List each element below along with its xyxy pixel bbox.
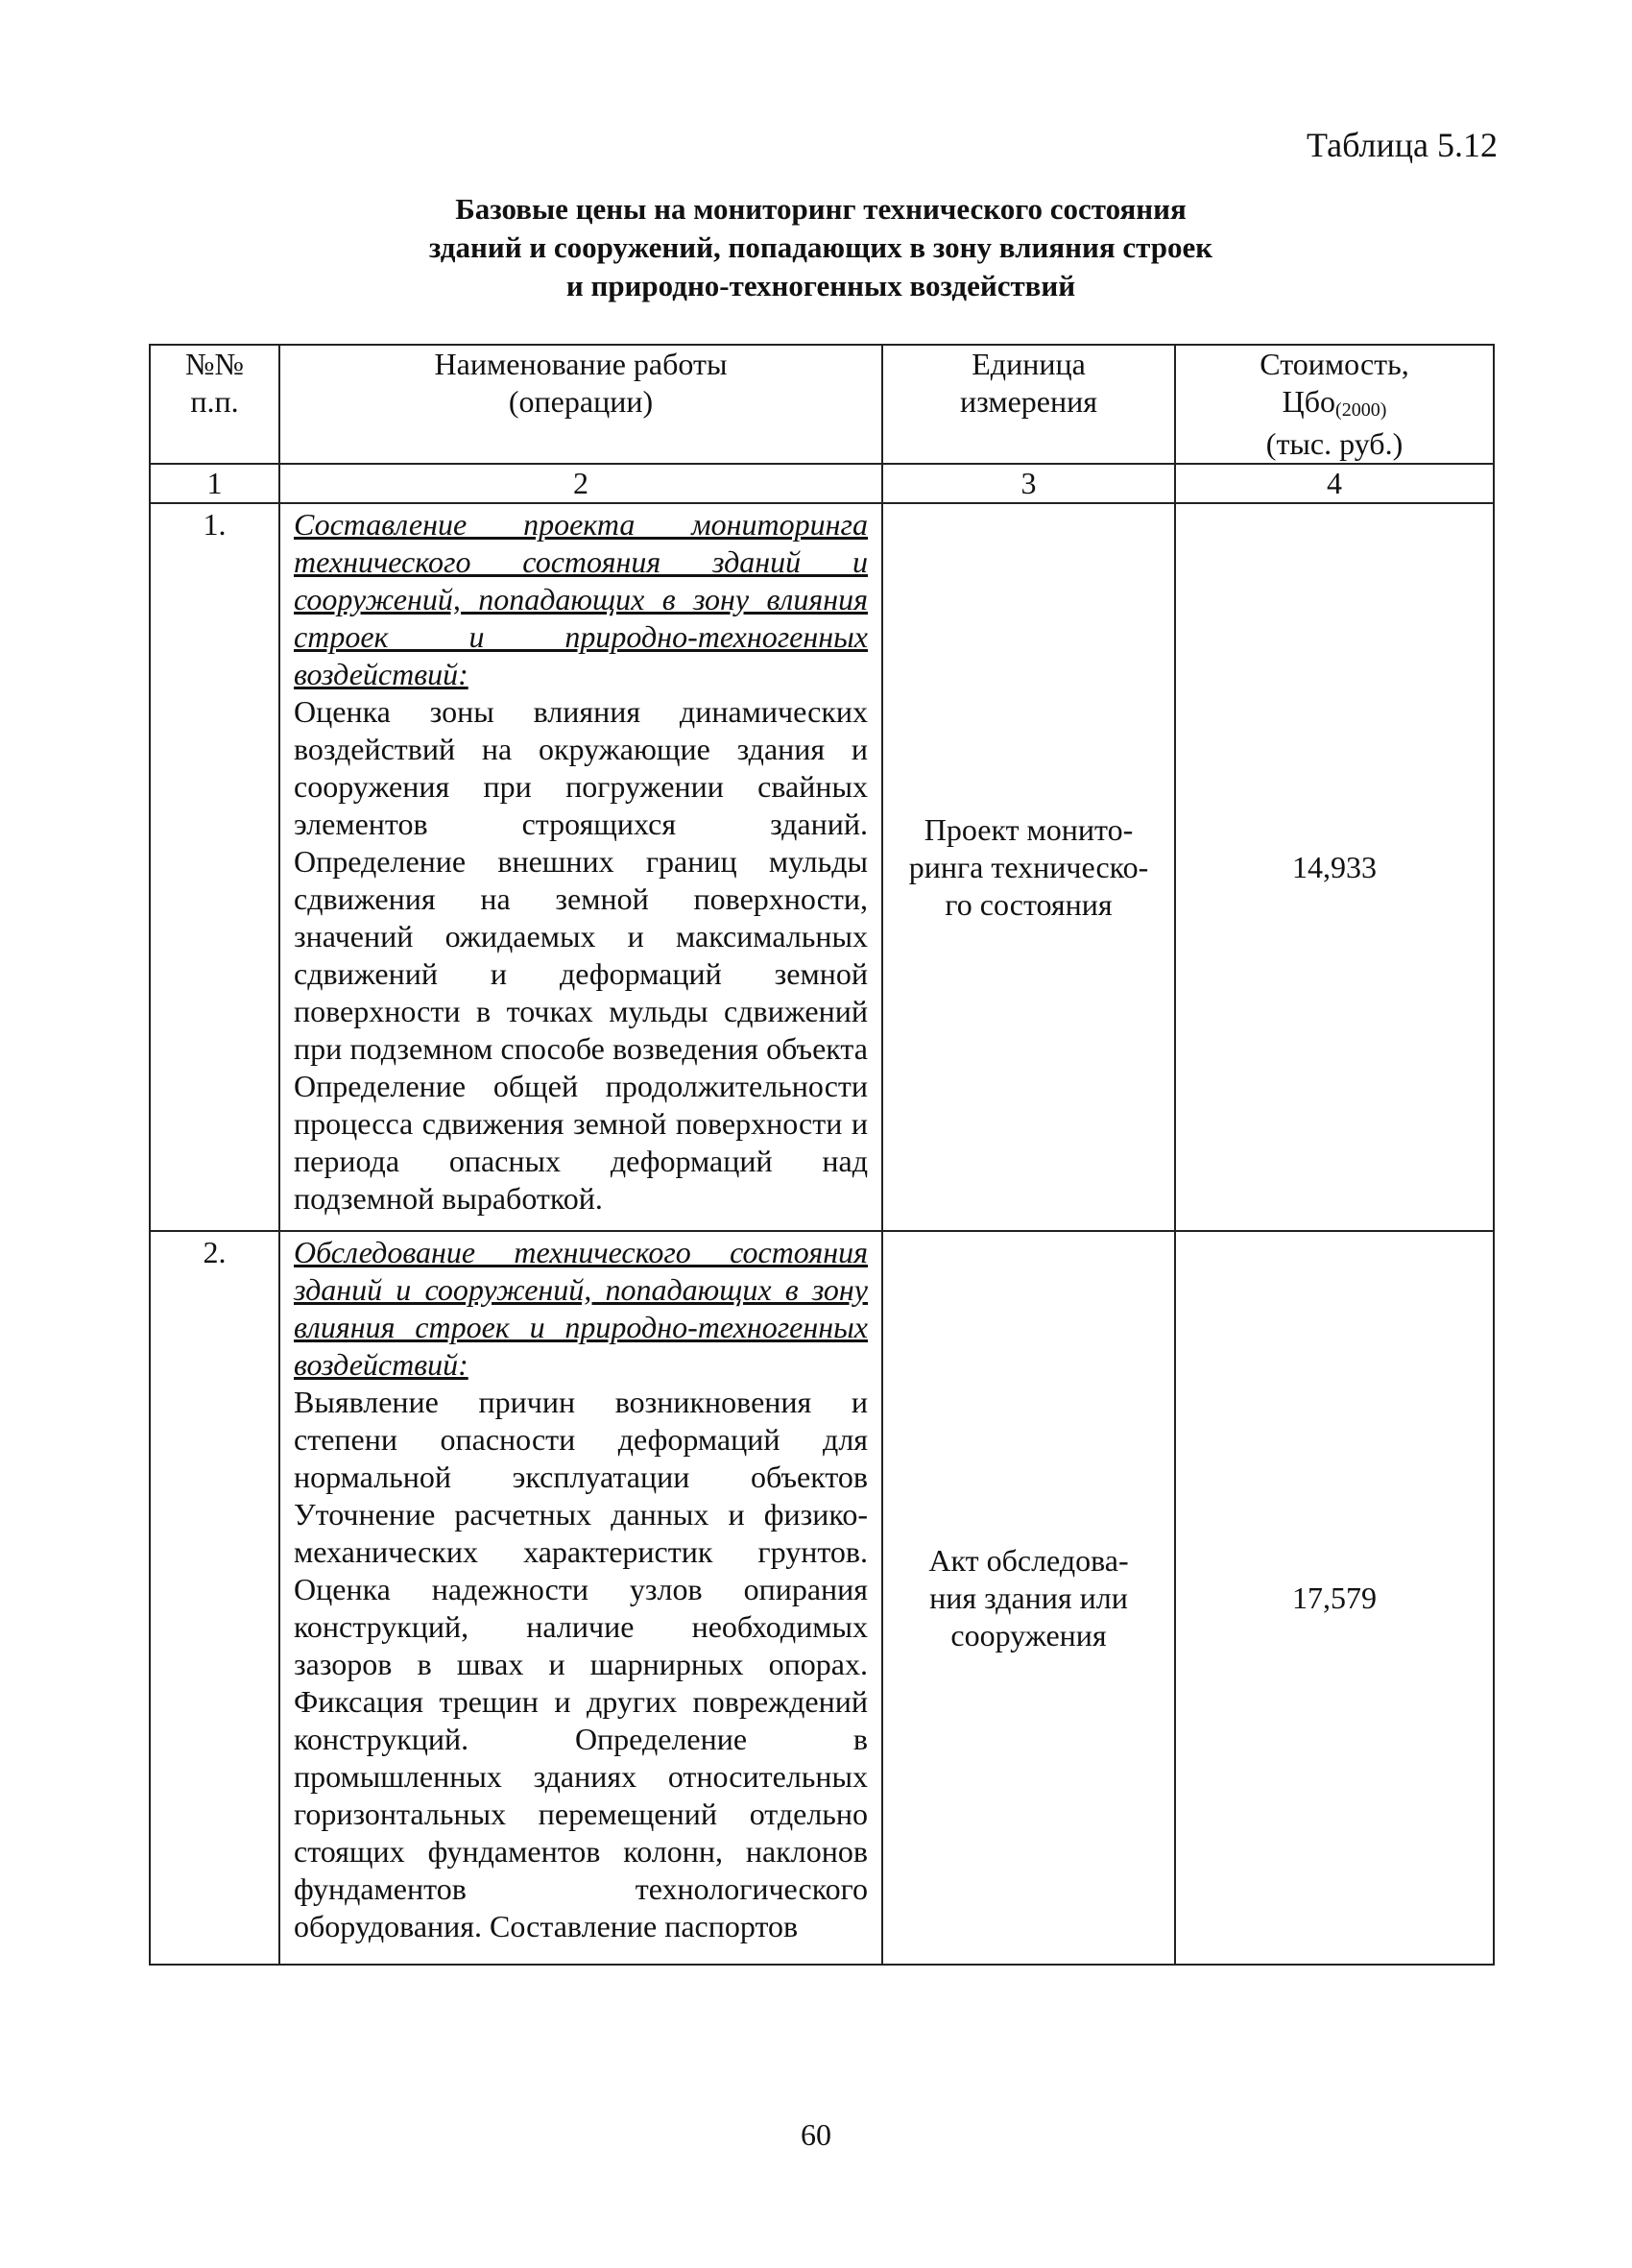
title-line: зданий и сооружений, попадающих в зону влияния строек [428, 230, 1213, 264]
work-title: Составление проекта мониторинга технического состояния зданий и сооружений, попадающих в зону влияния строек и природно-техногенных воздействий: [294, 507, 868, 691]
column-number: 4 [1175, 464, 1494, 503]
header-work-name: Наименование работы (операции) [279, 345, 882, 464]
table-row [150, 1231, 1494, 1965]
column-number: 2 [279, 464, 882, 503]
work-title: Обследование технического состояния зданий и сооружений, попадающих в зону влияния строек и природно-техногенных воздействий: [294, 1235, 868, 1382]
column-number: 1 [150, 464, 279, 503]
header-unit: Единица измерения [882, 345, 1175, 464]
unit-of-measure: Проект монито- ринга техническо- го состояния [882, 503, 1175, 1231]
header-row [150, 345, 1494, 464]
work-description [279, 503, 882, 1231]
title-line: и природно-техногенных воздействий [565, 269, 1076, 302]
page-number: 60 [801, 2117, 831, 2152]
cost-value: 14,933 [1175, 503, 1494, 1231]
header-number: №№ п.п. [150, 345, 279, 464]
work-details: Оценка зоны влияния динамических воздействий на окружающие здания и сооружения при погружении свайных элементов строящихся зданий. Определение внешних границ мульды сдвижения на земной поверхности, значений ожидаемых и максимальных сдвижений и деформаций земной поверхности в точках мульды сдвижений при подземном способе возведения объекта Определение общей продолжительности процесса сдвижения земной поверхности и периода опасных деформаций над подземной выработкой. [294, 694, 868, 1216]
price-table [149, 344, 1495, 1966]
header-cost: Стоимость, Цбо$_{(2000)}$ (тыс. руб.) [1175, 345, 1494, 464]
cost-value: 17,579 [1175, 1231, 1494, 1965]
table-number: Таблица 5.12 [1307, 126, 1498, 164]
work-description [279, 1231, 882, 1965]
work-details: Выявление причин возникновения и степени опасности деформаций для нормальной эксплуатации объектов Уточнение расчетных данных и физико-механических характеристик грунтов. Оценка надежности узлов опирания конструкций, наличие необходимых зазоров в швах и шарнирных опорах. Фиксация трещин и других повреждений конструкций. Определение в промышленных зданиях относительных горизонтальных перемещений отдельно стоящих фундаментов колонн, наклонов фундаментов технологического оборудования. Составление паспортов [294, 1385, 868, 1943]
table-row [150, 503, 1494, 1231]
table-title [288, 190, 1354, 305]
column-number: 3 [882, 464, 1175, 503]
row-number: 2. [150, 1231, 279, 1965]
column-number-row [150, 464, 1494, 503]
title-line: Базовые цены на мониторинг технического состояния [455, 192, 1187, 226]
row-number: 1. [150, 503, 279, 1231]
unit-of-measure: Акт обследова- ния здания или сооружения [882, 1231, 1175, 1965]
cost-code: Цбо$_{(2000)}$ [1282, 384, 1387, 421]
